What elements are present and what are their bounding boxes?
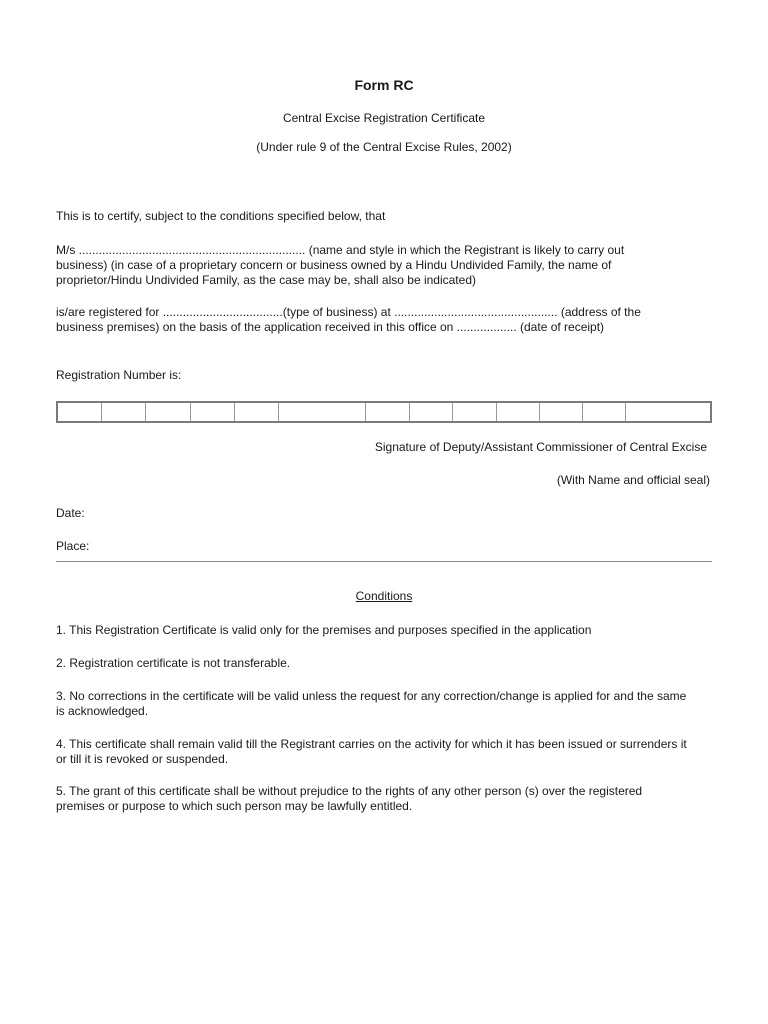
condition-4-line-2: or till it is revoked or suspended. [56, 752, 229, 766]
rule-reference: (Under rule 9 of the Central Excise Rules, 2002) [256, 140, 512, 154]
registration-number-label: Registration Number is: [56, 368, 182, 382]
condition-5-line-2: premises or purpose to which such person may be lawfully entitled. [56, 799, 413, 813]
condition-1: 1. This Registration Certificate is valid only for the premises and purposes specified in the application [56, 623, 592, 637]
condition-2: 2. Registration certificate is not transferable. [56, 656, 291, 670]
registrant-name-paragraph [56, 243, 712, 288]
registration-number-cell [410, 403, 453, 421]
condition-4-line-1: 4. This certificate shall remain valid till the Registrant carries on the activity for which it has been issued or surrenders it [56, 737, 687, 751]
form-title: Form RC [354, 77, 414, 93]
registration-number-cell [583, 403, 626, 421]
form-page [56, 0, 712, 1024]
registration-details-paragraph [56, 305, 712, 335]
signature-line: Signature of Deputy/Assistant Commissioner of Central Excise [374, 440, 707, 454]
registration-number-cell [497, 403, 540, 421]
registration-details-line-1: is/are registered for ....................................(type of business) at ................................................. (address of the [56, 305, 641, 319]
registrant-name-line-2: business) (in case of a proprietary concern or business owned by a Hindu Undivided Family, the name of [56, 258, 612, 272]
condition-3-line-1: 3. No corrections in the certificate will be valid unless the request for any correction/change is applied for and the same [56, 689, 687, 703]
place-label: Place: [56, 539, 90, 553]
registration-number-cell [146, 403, 191, 421]
registration-details-line-2: business premises) on the basis of the application received in this office on .................. (date of receipt) [56, 320, 605, 334]
date-label: Date: [56, 506, 85, 520]
condition-3-line-2: is acknowledged. [56, 704, 149, 718]
official-seal-note: (With Name and official seal) [556, 473, 710, 487]
registration-number-cell [191, 403, 235, 421]
registration-number-cell [626, 403, 710, 421]
section-divider [56, 561, 712, 562]
registration-number-cell [540, 403, 583, 421]
registration-number-cell [453, 403, 497, 421]
registrant-name-line-3: proprietor/Hindu Undivided Family, as the case may be, shall also be indicated) [56, 273, 476, 287]
registration-number-cell [279, 403, 366, 421]
registration-number-cell [366, 403, 410, 421]
registration-number-boxes [56, 401, 712, 423]
registrant-name-line-1: M/s .................................................................... (name and style in which the Registrant is likely to carry out [56, 243, 625, 257]
certify-statement: This is to certify, subject to the conditions specified below, that [56, 209, 386, 223]
condition-3 [56, 689, 712, 719]
registration-number-cell [235, 403, 279, 421]
condition-5-line-1: 5. The grant of this certificate shall be without prejudice to the rights of any other person (s) over the registered [56, 784, 643, 798]
conditions-heading: Conditions [355, 589, 413, 603]
registration-number-cell [58, 403, 102, 421]
registration-number-cell [102, 403, 146, 421]
form-subtitle: Central Excise Registration Certificate [282, 111, 486, 125]
condition-5 [56, 784, 712, 814]
condition-4 [56, 737, 712, 767]
